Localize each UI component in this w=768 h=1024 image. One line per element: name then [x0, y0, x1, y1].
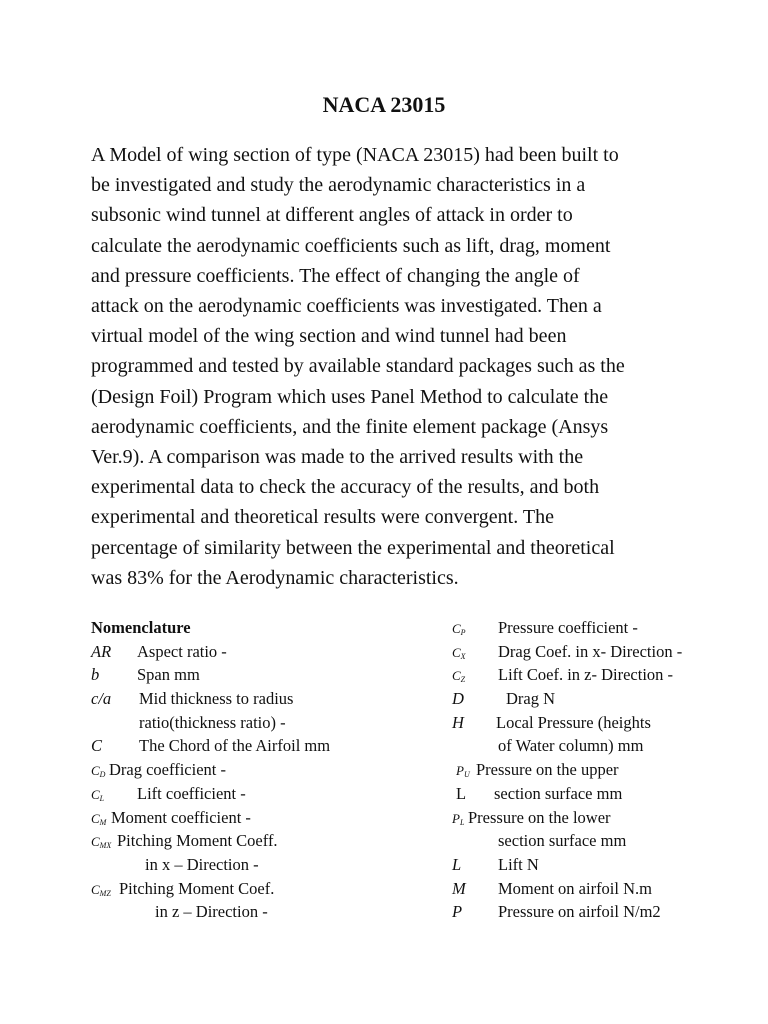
- symbol: P: [452, 902, 463, 922]
- symbol: b: [91, 665, 100, 685]
- symbol: H: [452, 712, 464, 732]
- definition: Pressure coefficient -: [498, 618, 638, 637]
- nomenclature-entry: [91, 900, 431, 924]
- abstract-line: Ver.9). A comparison was made to the arrived results with the: [91, 446, 584, 469]
- abstract-line: and pressure coefficients. The effect of changing the angle of: [91, 264, 580, 287]
- abstract-line: percentage of similarity between the experimental and theoretical: [91, 536, 615, 559]
- nomenclature-entry: [452, 640, 752, 664]
- abstract-line: calculate the aerodynamic coefficients such as lift, drag, moment: [91, 234, 611, 257]
- abstract-line: subsonic wind tunnel at different angles of attack in order to: [91, 204, 573, 227]
- symbol: AR: [91, 641, 112, 661]
- symbol: C: [91, 736, 103, 756]
- symbol: c/a: [91, 689, 112, 709]
- nomenclature-entry: [91, 806, 431, 830]
- nomenclature-entry: [452, 711, 752, 735]
- symbol: CX: [452, 644, 466, 661]
- nomenclature-entry: [91, 663, 431, 687]
- symbol: M: [452, 878, 466, 898]
- abstract-line: virtual model of the wing section and wind tunnel had been: [91, 325, 567, 348]
- nomenclature-heading: Nomenclature: [91, 618, 191, 637]
- definition: Pressure on airfoil N/m2: [498, 902, 661, 922]
- abstract-line: aerodynamic coefficients, and the finite element package (Ansys: [91, 415, 609, 438]
- nomenclature-entry: [91, 640, 431, 664]
- nomenclature-entry: [452, 616, 752, 640]
- definition: Drag Coef. in x- Direction -: [498, 641, 683, 661]
- nomenclature-entry: [91, 829, 431, 853]
- definition: Pitching Moment Coef.: [119, 878, 275, 898]
- nomenclature-entry: [452, 853, 752, 877]
- definition: of Water column) mm: [498, 736, 644, 756]
- definition: Span mm: [137, 665, 200, 685]
- nomenclature-entry: [91, 711, 431, 735]
- abstract-line: be investigated and study the aerodynamic characteristics in a: [91, 174, 586, 197]
- definition: Pitching Moment Coeff.: [117, 831, 278, 851]
- abstract-line: programmed and tested by available standard packages such as the: [91, 355, 625, 378]
- abstract-line: was 83% for the Aerodynamic characteristics.: [91, 566, 459, 589]
- nomenclature-entry: [452, 782, 752, 806]
- definition: The Chord of the Airfoil mm: [139, 736, 331, 756]
- definition: Mid thickness to radius: [139, 689, 294, 709]
- definition: Pressure on the lower: [468, 807, 611, 827]
- definition: ratio(thickness ratio) -: [139, 712, 286, 732]
- abstract-line: attack on the aerodynamic coefficients was investigated. Then a: [91, 295, 602, 318]
- definition: section surface mm: [498, 831, 627, 851]
- nomenclature-entry: [91, 758, 431, 782]
- abstract-line: A Model of wing section of type (NACA 23015) had been built to: [91, 144, 619, 166]
- definition: Moment on airfoil N.m: [498, 878, 652, 898]
- nomenclature-entry: [91, 782, 431, 806]
- symbol: CMZ: [91, 881, 111, 898]
- definition: Local Pressure (heights: [496, 712, 651, 732]
- nomenclature-right-column: [452, 616, 752, 924]
- symbol: CP: [452, 621, 466, 637]
- symbol: CD: [91, 763, 106, 780]
- nomenclature-entry: [91, 877, 431, 901]
- nomenclature-entry: [452, 900, 752, 924]
- abstract-line: experimental and theoretical results were convergent. The: [91, 506, 554, 529]
- symbol: CM: [91, 810, 107, 827]
- page-title: NACA 23015: [322, 92, 446, 117]
- definition: Aspect ratio -: [137, 641, 227, 661]
- nomenclature-entry: [452, 734, 752, 758]
- nomenclature-entry: [91, 853, 431, 877]
- nomenclature-entry: [452, 877, 752, 901]
- definition: section surface mm: [494, 783, 623, 803]
- abstract-line: (Design Foil) Program which uses Panel Method to calculate the: [91, 385, 609, 408]
- symbol: L: [456, 783, 467, 803]
- definition: Lift coefficient -: [137, 783, 246, 803]
- symbol: PL: [452, 810, 465, 827]
- nomenclature-entry: [91, 687, 431, 711]
- symbol: L: [452, 854, 462, 874]
- nomenclature-left-column: [91, 616, 431, 924]
- definition: in x – Direction -: [145, 854, 259, 874]
- symbol: CMX: [91, 834, 112, 851]
- nomenclature-entry: [452, 829, 752, 853]
- abstract: [91, 140, 671, 593]
- definition: Lift N: [498, 854, 539, 874]
- definition: in z – Direction -: [155, 902, 268, 922]
- definition: Lift Coef. in z- Direction -: [498, 665, 674, 685]
- nomenclature-entry: [452, 663, 752, 687]
- abstract-line: experimental data to check the accuracy of the results, and both: [91, 476, 600, 499]
- definition: Drag N: [506, 689, 556, 709]
- definition: Pressure on the upper: [476, 760, 619, 780]
- symbol: CL: [91, 786, 105, 803]
- symbol: D: [452, 689, 464, 709]
- definition: Moment coefficient -: [111, 807, 251, 827]
- symbol: CZ: [452, 668, 466, 685]
- nomenclature-entry: [452, 806, 752, 830]
- nomenclature-entry: [452, 687, 752, 711]
- symbol: PU: [456, 763, 470, 780]
- nomenclature-entry: [452, 758, 752, 782]
- definition: Drag coefficient -: [109, 760, 226, 780]
- nomenclature-entry: [91, 734, 431, 758]
